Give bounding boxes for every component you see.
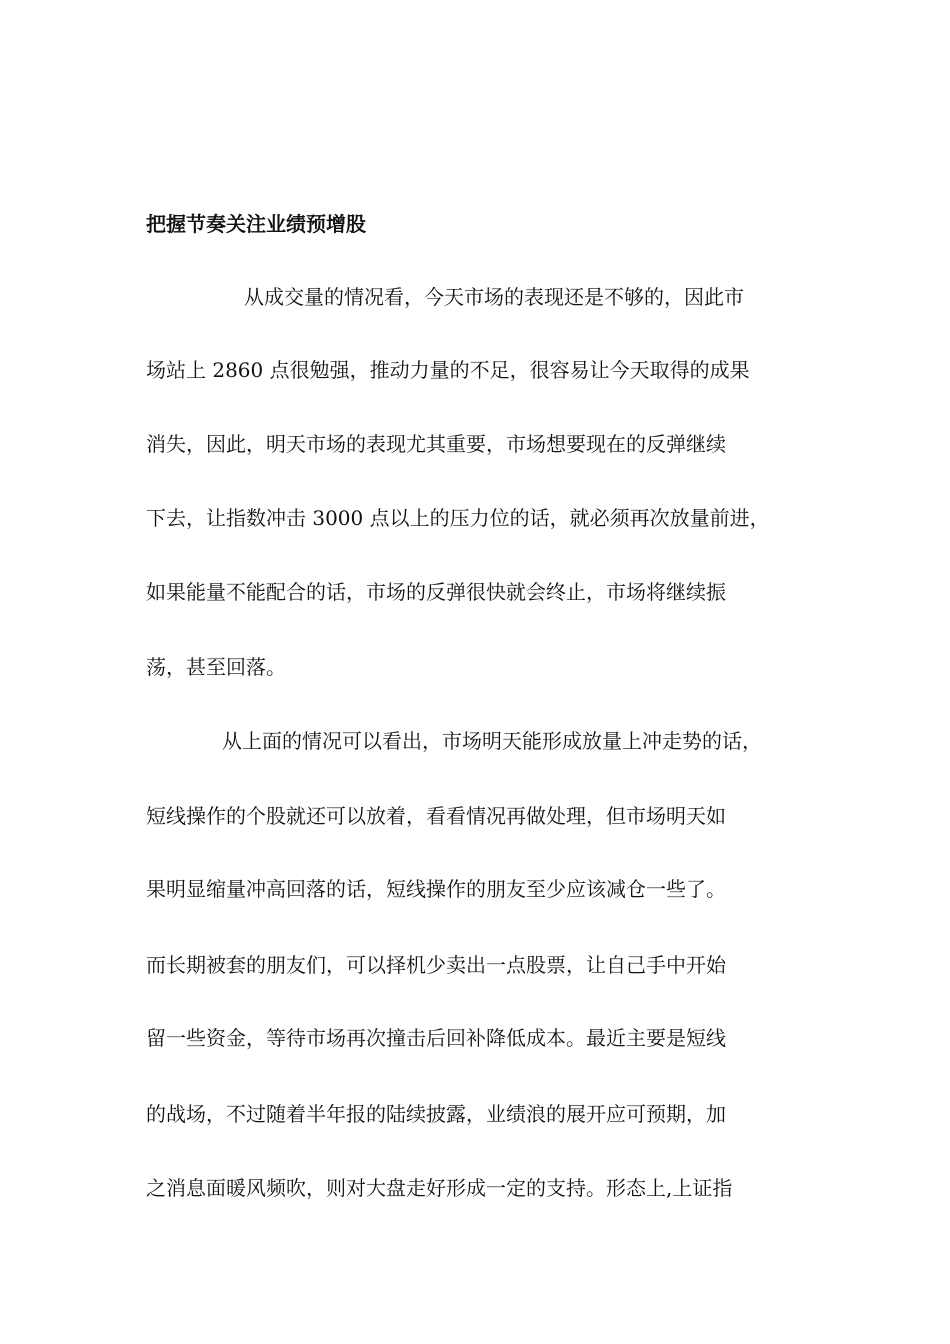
paragraph-line: 之消息面暖风频吹，则对大盘走好形成一定的支持。形态上,上证指 — [146, 1176, 733, 1200]
paragraph-line: 而长期被套的朋友们，可以择机少卖出一点股票，让自己手中开始 — [146, 953, 726, 977]
paragraph-line: 消失，因此，明天市场的表现尤其重要，市场想要现在的反弹继续 — [146, 432, 726, 456]
paragraph-line: 从上面的情况可以看出，市场明天能形成放量上冲走势的话， — [222, 729, 762, 753]
document-title: 把握节奏关注业绩预增股 — [146, 212, 366, 236]
paragraph-line: 从成交量的情况看，今天市场的表现还是不够的，因此市 — [244, 285, 744, 309]
paragraph-line: 下去，让指数冲击 3000 点以上的压力位的话，就必须再次放量前进， — [146, 506, 770, 530]
paragraph-line: 场站上 2860 点很勉强，推动力量的不足，很容易让今天取得的成果 — [146, 358, 750, 382]
paragraph-line: 短线操作的个股就还可以放着，看看情况再做处理，但市场明天如 — [146, 804, 726, 828]
paragraph-line: 留一些资金，等待市场再次撞击后回补降低成本。最近主要是短线 — [146, 1026, 726, 1050]
paragraph-line: 的战场，不过随着半年报的陆续披露，业绩浪的展开应可预期，加 — [146, 1102, 726, 1126]
paragraph-line: 荡，甚至回落。 — [146, 655, 286, 679]
paragraph-line: 如果能量不能配合的话，市场的反弹很快就会终止，市场将继续振 — [146, 580, 726, 604]
paragraph-line: 果明显缩量冲高回落的话，短线操作的朋友至少应该减仓一些了。 — [146, 877, 726, 901]
